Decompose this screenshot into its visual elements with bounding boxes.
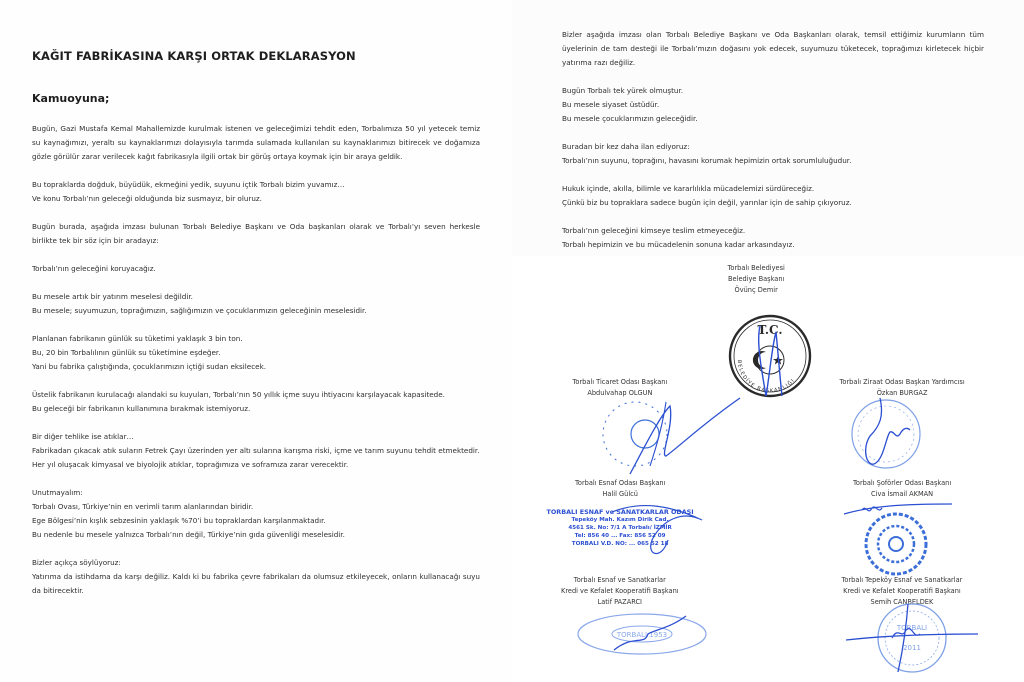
stamp-line: Tepeköy Mah. Kazım Dirik Cad. (571, 517, 669, 523)
paragraph-line: Bu mesele; suyumuzun, toprağımızın, sağlığımızın ve çocuklarımızın geleceğinin meselesidir. (32, 306, 367, 315)
paragraph-line: Buradan bir kez daha ilan ediyoruz: (562, 142, 690, 151)
signatory-chamber-agriculture (840, 377, 965, 399)
paragraph (32, 430, 480, 472)
signatory-line: Torbalı Belediyesi (727, 264, 785, 272)
signatory-title: Torbalı Esnaf ve Sanatkarlar (573, 576, 666, 584)
paragraph (562, 140, 984, 168)
svg-text:BELEDİYE BAŞKANLIĞI (736, 360, 796, 394)
paragraph-line: Üstelik fabrikanın kurulacağı alandaki su kuyuları, Torbalı’nın 50 yıllık içme suyu ihtiyacını karşılayacak kapasitede. (32, 390, 445, 399)
paragraph-line: Torbalı’nın suyunu, toprağını, havasını korumak hepimizin ortak sorumluluğudur. (562, 156, 852, 165)
paragraph-line: Bu topraklarda doğduk, büyüdük, ekmeğini yedik, suyunu içtik Torbalı bizim yuvamız… (32, 180, 345, 189)
paragraph (32, 122, 480, 164)
signatory-name: Abdulvahap OLGUN (587, 389, 653, 397)
salutation: Kamuoyuna; (32, 92, 110, 105)
paragraph-line: Ve konu Torbalı’nın geleceği olduğunda biz susmayız, bir oluruz. (32, 194, 262, 203)
seal-text: TORBALI 1953 (616, 631, 668, 639)
signatory-title: Torbalı Ticaret Odası Başkanı (572, 378, 668, 386)
signatory-name: Övünç Demir (734, 286, 778, 294)
signatory-title: Kredi ve Kefalet Kooperatifi Başkanı (561, 587, 679, 595)
commerce-seal-and-signature (590, 396, 750, 476)
paragraph-line: Bu mesele siyaset üstüdür. (562, 100, 660, 109)
paragraph-line: Bizler açıkça söylüyoruz: (32, 558, 121, 567)
seal-tc-text: T.C. (757, 323, 783, 337)
agriculture-seal-and-signature (840, 396, 940, 472)
signatory-title: Torbalı Ziraat Odası Başkan Yardımcısı (839, 378, 965, 386)
signatory-name: Latif PAZARCI (597, 598, 643, 606)
signatory-chamber-commerce (573, 377, 668, 399)
signatory-title: Torbalı Şoförler Odası Başkanı (853, 479, 952, 487)
paragraph (32, 388, 480, 416)
paragraph-line: Torbalı hepimizin ve bu mücadelenin sonuna kadar arkasındayız. (562, 240, 795, 249)
tepekoy-cooperative-seal (842, 600, 982, 676)
signatory-title: Kredi ve Kefalet Kooperatifi Başkanı (843, 587, 961, 595)
signatory-name: Özkan BURGAZ (876, 389, 928, 397)
paragraph-line: Yani bu fabrika çalıştığında, çocuklarımızın içtiği sudan eksilecek. (32, 362, 267, 371)
signatory-name: Semih CANBELDEK (870, 598, 934, 606)
paragraph (562, 84, 984, 126)
credit-cooperative-seal (574, 610, 714, 660)
municipality-seal (726, 312, 814, 400)
paragraph-line: Her yıl oluşacak kimyasal ve biyolojik atıklar, toprağımıza ve soframıza zarar verecektir. (32, 460, 349, 469)
stamp-line: Tel: 856 40 ... Fax: 856 52 09 (574, 533, 666, 539)
right-page-body (562, 28, 984, 266)
declaration-page-2 (512, 0, 1024, 682)
paragraph-line: Bu mesele çocuklarımızın geleceğidir. (562, 114, 698, 123)
signatory-line: Belediye Başkanı (728, 275, 785, 283)
paragraph (32, 486, 480, 542)
tradesmen-chamber-stamp (547, 508, 694, 548)
paragraph-line: Torbalı’nın geleceğini kimseye teslim etmeyeceğiz. (562, 226, 746, 235)
signatory-drivers-chamber (853, 478, 951, 500)
paragraph-line: Bugün Torbalı tek yürek olmuştur. (562, 86, 684, 95)
paragraph (32, 262, 480, 276)
paragraph-line: Torbalı’nın geleceğini koruyacağız. (32, 264, 156, 273)
signatory-tradesmen-chamber (575, 478, 665, 500)
paragraph-line: Yatırıma da istihdama da karşı değiliz. Kaldı ki bu fabrika çevre fabrikaları da olumsuz etkileyecek, onların kullanacağı suyu da bitirecektir. (32, 572, 480, 595)
paragraph-line: Bugün burada, aşağıda imzası bulunan Torbalı Belediye Başkanı ve Oda başkanları olarak ve Torbalı’yı seven herkesle birlikte tek bir söz için bir aradayız: (32, 222, 480, 245)
stamp-line: TORBALI ESNAF ve SANATKARLAR ODASI (546, 508, 694, 516)
seal-text: 2011 (903, 644, 921, 652)
signatory-mayor (728, 263, 785, 296)
stamp-line: 4561 Sk. No: 7/1 A Torbalı/ İZMİR (568, 525, 672, 531)
paragraph (32, 556, 480, 598)
paragraph (562, 182, 984, 210)
paragraph-line: Hukuk içinde, akılla, bilimle ve kararlılıkla mücadelemizi sürdüreceğiz. (562, 184, 815, 193)
paragraph-line: Planlanan fabrikanın günlük su tüketimi yaklaşık 3 bin ton. (32, 334, 243, 343)
paragraph (562, 28, 984, 70)
paragraph-line: Bizler aşağıda imzası olan Torbalı Belediye Başkanı ve Oda Başkanları olarak, temsil ettiğimiz kurumların tüm üyelerinin de tam desteği ile Torbalı’mızın doğasını yok edecek, suyumuzu tüketecek, toprağımızı kirletecek hiçbir yatırıma razı değiliz. (562, 30, 984, 67)
paragraph (32, 332, 480, 374)
paragraph-line: Bir diğer tehlike ise atıklar… (32, 432, 134, 441)
paragraph (32, 220, 480, 248)
paragraph-line: Bu mesele artık bir yatırım meselesi değildir. (32, 292, 193, 301)
seal-text: TORBALI (896, 624, 928, 632)
paragraph (32, 290, 480, 318)
seal-ring-text: BELEDİYE BAŞKANLIĞI (735, 359, 797, 395)
paragraph-line: Bu, 20 bin Torbalılının günlük su tüketimine eşdeğer. (32, 348, 221, 357)
paragraph (32, 178, 480, 206)
signatory-title: Torbalı Tepeköy Esnaf ve Sanatkarlar (841, 576, 963, 584)
drivers-seal-and-signature (842, 500, 962, 576)
signatory-tepekoy-cooperative (842, 575, 963, 608)
paragraph-line: Çünkü biz bu topraklara sadece bugün için değil, yarınlar için de sahip çıkıyoruz. (562, 198, 852, 207)
signatory-name: Halil Gülcü (602, 490, 638, 498)
paragraph (562, 224, 984, 252)
signatory-credit-cooperative (561, 575, 679, 608)
paragraph-line: Ege Bölgesi’nin kışlık sebzesinin yaklaşık %70’i bu topraklardan karşılanmaktadır. (32, 516, 326, 525)
stamp-line: TORBALI V.D. NO: ... 065 52 18 (571, 541, 669, 547)
paragraph-line: Torbalı Ovası, Türkiye’nin en verimli tarım alanlarından biridir. (32, 502, 254, 511)
document-title: KAĞIT FABRİKASINA KARŞI ORTAK DEKLARASYON (32, 49, 356, 63)
signatory-title: Torbalı Esnaf Odası Başkanı (575, 479, 666, 487)
paragraph-line: Bu nedenle bu mesele yalnızca Torbalı’nın değil, Türkiye’nin gıda güvenliği meselesidir. (32, 530, 345, 539)
left-page-body (32, 122, 480, 612)
paragraph-line: Bu geleceği bir fabrikanın kullanımına bırakmak istemiyoruz. (32, 404, 251, 413)
paragraph-line: Unutmayalım: (32, 488, 83, 497)
paragraph-line: Fabrikadan çıkacak atık suların Fetrek Çayı üzerinden yer altı sularına karışma riski, içme ve tarım suyunu tehdit etmektedir. (32, 446, 480, 455)
paragraph-line: Bugün, Gazi Mustafa Kemal Mahallemizde kurulmak istenen ve geleceğimizi tehdit eden, Torbalımıza 50 yıl yetecek temiz su kaynağımızı, yeraltı su kaynaklarımızı dolayısıyla tarımda sulamada kullanılan su kaynaklarımızı bitirecek ve doğamıza gözle görülür zarar verilecek kağıt fabrikasıyla ilgili ortak bir görüş ortaya koymak için bir araya geldik. (32, 124, 480, 161)
signatory-name: Civa İsmail AKMAN (871, 490, 934, 498)
